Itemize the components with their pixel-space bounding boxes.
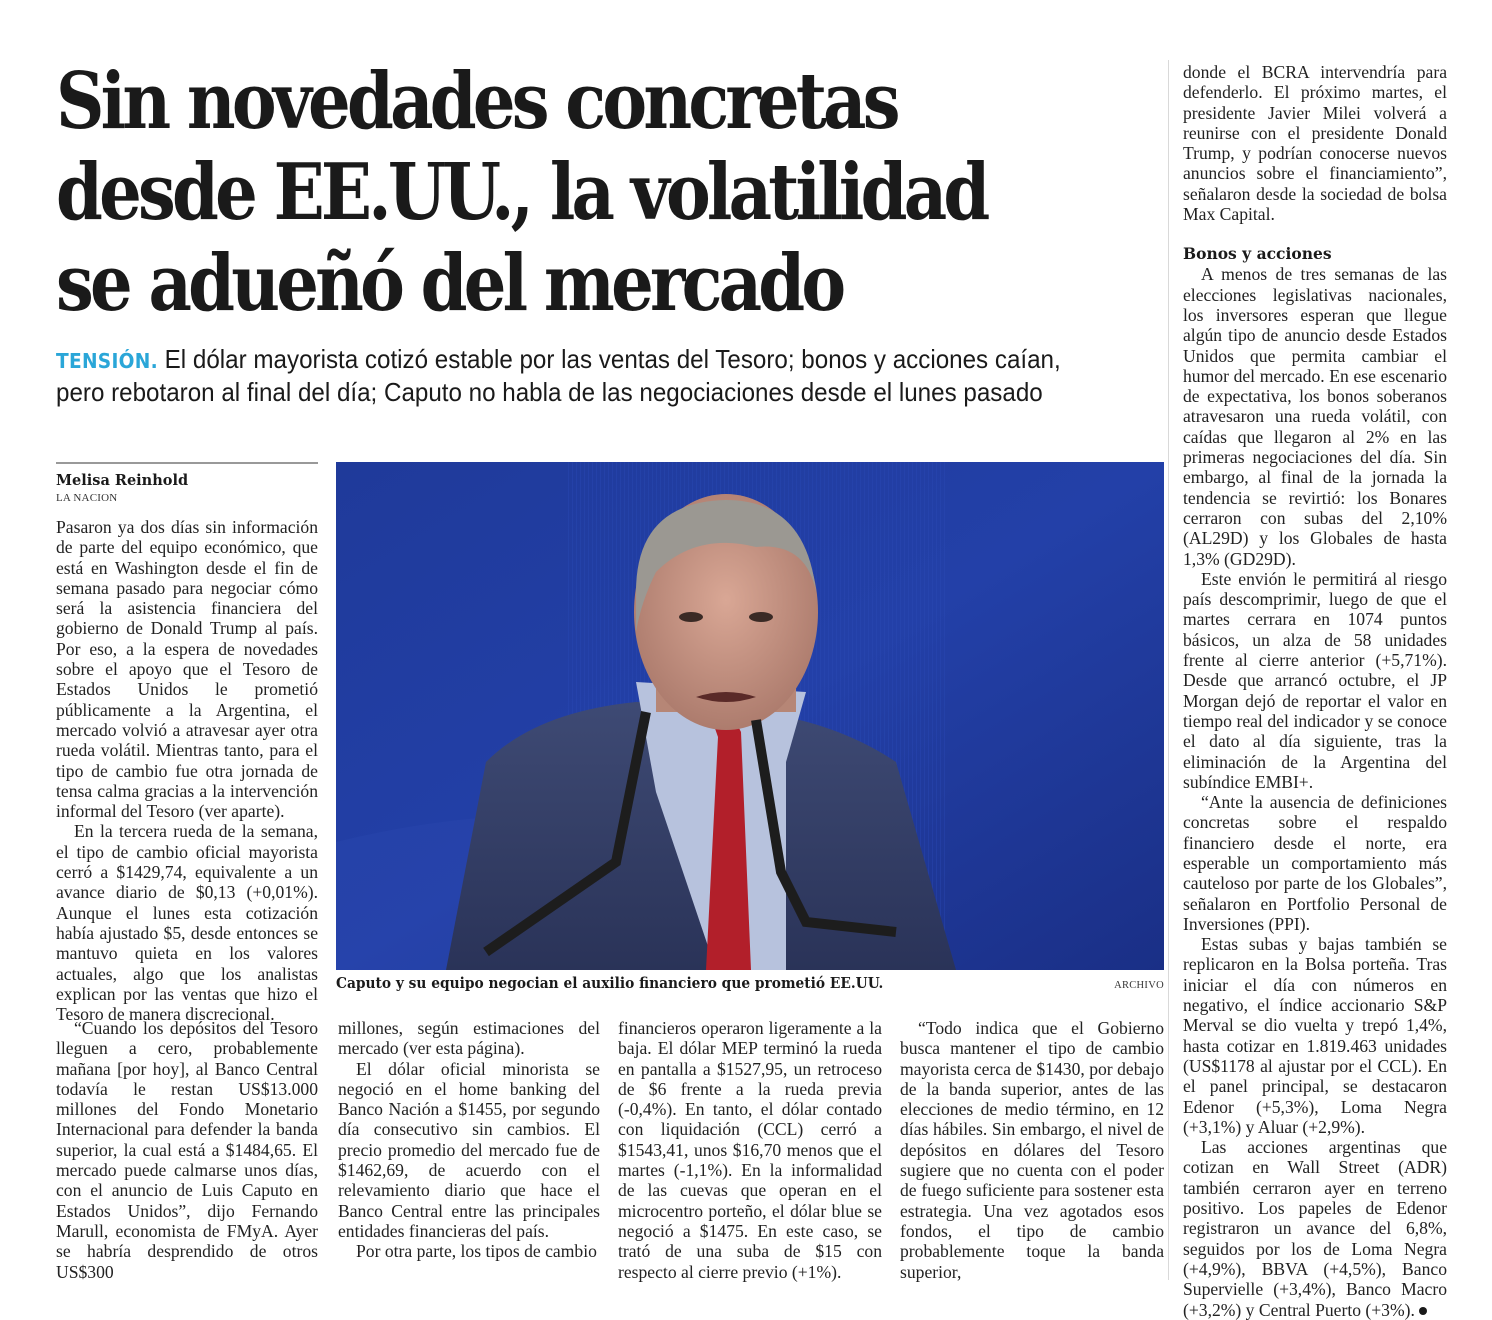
column-2: [338, 1018, 600, 1262]
deck-line: pero rebotaron al final del día; Caputo no habla de las negociaciones desde el lunes pasado: [56, 377, 1043, 407]
column-1-bottom: [56, 1018, 318, 1282]
column-4: [900, 1018, 1164, 1282]
paragraph: Pasaron ya dos días sin información de parte del equipo económico, que está en Washington desde el fin de semana pasado para negociar cómo será la asistencia financiera del gobierno de Donald Trump al país. Por eso, a la espera de novedades sobre el apoyo que el Tesoro de Estados Unidos le prometió públicamente a la Argentina, el mercado volvió a atravesar ayer otra rueda volátil. Mientras tanto, para el tipo de cambio fue otra jornada de tensa calma gracias a la intervención informal del Tesoro (ver aparte).: [56, 517, 318, 822]
paragraph: Las acciones argentinas que cotizan en Wall Street (ADR) también cerraron ayer en terreno positivo. Los papeles de Edenor registraron un avance del 6,8%, seguidos por los de Loma Negra (+4,9%), BBVA (+4,5%), Banco Supervielle (+3,4%), Banco Macro (+3,2%) y Central Puerto (+3%).: [1183, 1137, 1447, 1320]
paragraph: Este envión le permitirá al riesgo país descomprimir, luego de que el martes cerrara en 1074 puntos básicos, un alza de 58 unidades frente al cierre anterior (+5,71%). Desde que arrancó octubre, el JP Morgan dejó de reportar el valor en tiempo real del indicador y se conoce el dato al día siguiente, tras la eliminación de la Argentina del subíndice EMBI+.: [1183, 568, 1447, 792]
paragraph: “Todo indica que el Gobierno busca mantener el tipo de cambio mayorista cerca de $1430, por debajo de la banda superior, antes de las elecciones de medio término, en 12 días hábiles. Sin embargo, el nivel de depósitos en dólares del Tesoro sugiere que no cuenta con el poder de fuego suficiente para sostener esta estrategia. Una vez agotados esos fondos, el tipo de cambio probablemente toque la banda superior,: [900, 1018, 1164, 1282]
caption-text: Caputo y su equipo negocian el auxilio financiero que prometió EE.UU.: [336, 975, 884, 992]
paragraph: Estas subas y bajas también se replicaron en la Bolsa porteña. Tras iniciar el día con números en negativo, el índice accionario S&P Merval se dio vuelta y trepó 1,4%, hasta cotizar en 1.819.463 unidades (US$1178 al ajustar por el CCL). En el panel principal, se destacaron Edenor (+5,3%), Loma Negra (+3,1%) y Aluar (+2,9%).: [1183, 934, 1447, 1137]
end-of-article-dot-icon: [1419, 1307, 1427, 1315]
paragraph: En la tercera rueda de la semana, el tipo de cambio oficial mayorista cerró a $1429,74, equivalente a un avance diario de $0,13 (+0,01%). Aunque el lunes esta cotización había ajustado $5, desde entonces se mantuvo quieta en los valores actuales, algo que los analistas explican por las ventas que hizo el Tesoro de manera discrecional.: [56, 821, 318, 1025]
headline-line: Sin novedades concretas: [56, 56, 897, 147]
paragraph: El dólar oficial minorista se negoció en el home banking del Banco Nación a $1455, por segundo día consecutivo sin cambios. El precio promedio del mercado fue de $1462,69, de acuerdo con el relevamiento diario que hace el Banco Central entre las principales entidades financieras del país.: [338, 1058, 600, 1241]
paragraph: financieros operaron ligeramente a la baja. El dólar MEP terminó la rueda en pantalla a $1527,95, un retroceso de $6 frente a la rueda previa (-0,4%). En tanto, el dólar contado con liquidación (CCL) cerró a $1543,41, unos $16,70 menos que el martes (-1,1%). En la informalidad de las cuevas que operan en el microcentro porteño, el dólar blue se negoció a $1475. En este caso, se trató de una suba de $15 con respecto al cierre previo (+1%).: [618, 1018, 882, 1282]
paragraph: “Ante la ausencia de definiciones concretas sobre el respaldo financiero desde el norte, era esperable un comportamiento más cauteloso por parte de los Globales”, señalaron en Portfolio Personal de Inversiones (PPI).: [1183, 792, 1447, 934]
photo-caption: [336, 975, 1164, 992]
byline: [56, 462, 318, 504]
paragraph: “Cuando los depósitos del Tesoro lleguen a cero, probablemente mañana [por hoy], al Banco Central todavía le restan US$13.000 millones del Fondo Monetario Internacional para defender la banda superior, la cual está a $1484,65. El mercado puede calmarse unos días, con el anuncio de Luis Caputo en Estados Unidos”, dijo Fernando Marull, economista de FMyA. Ayer se habría desprendido de otros US$300: [56, 1018, 318, 1282]
paragraph: Por otra parte, los tipos de cambio: [356, 1241, 597, 1262]
headline-line: desde EE.UU., la volatilidad: [56, 147, 987, 238]
column-3: [618, 1018, 882, 1282]
photo-credit: ARCHIVO: [1114, 980, 1164, 991]
byline-author: Melisa Reinhold: [56, 472, 189, 489]
photo-caputo-speaking: [336, 462, 1164, 970]
paragraph: A menos de tres semanas de las elecciones legislativas nacionales, los inversores esperan que llegue algún tipo de anuncio desde Estados Unidos que permita cambiar el humor del mercado. En ese escenario de expectativa, los bonos soberanos atravesaron una rueda volátil, con caídas que llegaron al 2% en las primeras negociaciones del día. Sin embargo, al final de la jornada la tendencia se revirtió: los Bonares cerraron con subas del 2,10% (AL29D) y los Globales de hasta 1,3% (GD29D).: [1183, 264, 1447, 569]
article-photo: [336, 462, 1164, 970]
paragraph: donde el BCRA intervendría para defenderlo. El próximo martes, el presidente Javier Milei volverá a reunirse con el presidente Donald Trump, y podrían conocerse nuevos anuncios sobre el financiamiento”, señalaron desde la sociedad de bolsa Max Capital.: [1183, 62, 1447, 225]
column-1-top: [56, 517, 318, 1024]
headline: [56, 56, 1002, 329]
section-subhead: Bonos y acciones: [1183, 244, 1332, 264]
paragraph: millones, según estimaciones del mercado (ver esta página).: [338, 1018, 600, 1059]
deck-line: El dólar mayorista cotizó estable por las ventas del Tesoro; bonos y acciones caían,: [157, 344, 1061, 374]
headline-line: se adueñó del mercado: [56, 238, 843, 329]
deck: [56, 344, 1088, 408]
deck-kicker: TENSIÓN.: [56, 349, 158, 373]
column-5: [1183, 62, 1447, 1320]
column-divider: [1168, 60, 1169, 1280]
byline-outlet: LA NACION: [56, 492, 118, 504]
